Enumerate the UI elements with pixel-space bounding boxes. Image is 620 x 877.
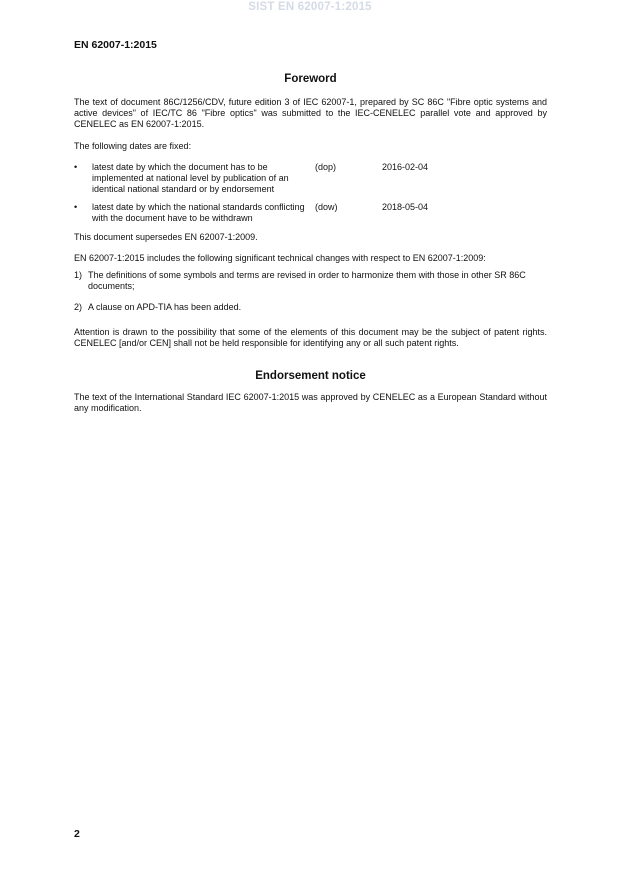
dates-list [74, 162, 547, 224]
date-value: 2018-05-04 [382, 202, 429, 212]
foreword-intro: The text of document 86C/1256/CDV, future edition 3 of IEC 62007-1, prepared by SC 86C "Fibre optic systems and active devices" of IEC/TC 86 "Fibre optics" was submitted to the IEC-CENELEC parallel vote and approved by CENELEC as EN 62007-1:2015. [74, 97, 547, 129]
supersedes-text: This document supersedes EN 62007-1:2009. [74, 232, 258, 242]
patent-attention: Attention is drawn to the possibility that some of the elements of this document may be the subject of patent rights. CENELEC [and/or CEN] shall not be held responsible for identifying any or all such patent rights. [74, 327, 547, 348]
date-row-dow [74, 202, 547, 224]
endorsement-text: The text of the International Standard IEC 62007-1:2015 was approved by CENELEC as a European Standard without any modification. [74, 392, 547, 413]
change-text: A clause on APD-TIA has been added. [88, 302, 242, 312]
endorsement-heading: Endorsement notice [255, 370, 366, 382]
bullet: • [74, 162, 78, 172]
watermark: SIST EN 62007-1:2015 [248, 1, 372, 13]
page-number: 2 [74, 828, 80, 840]
change-number: 1) [74, 270, 83, 280]
date-description: latest date by which the document has to be implemented at national level by publication of an identical national standard or by endorsement [92, 162, 289, 194]
date-abbreviation: (dow) [315, 202, 338, 212]
date-value: 2016-02-04 [382, 162, 429, 172]
date-abbreviation: (dop) [315, 162, 337, 172]
change-text: The definitions of some symbols and terms are revised in order to harmonize them with those in other SR 86C documents; [88, 270, 526, 291]
date-row-dop [74, 162, 547, 195]
main-content [74, 74, 547, 424]
change-item [74, 302, 547, 313]
document-id: EN 62007-1:2015 [74, 39, 157, 51]
change-number: 2) [74, 302, 83, 312]
changes-intro: EN 62007-1:2015 includes the following significant technical changes with respect to EN 62007-1:2009: [74, 253, 486, 263]
bullet: • [74, 202, 78, 212]
change-item [74, 270, 547, 292]
dates-intro: The following dates are fixed: [74, 141, 192, 151]
date-description: latest date by which the national standards conflicting with the document have to be withdrawn [92, 202, 305, 223]
foreword-heading: Foreword [284, 73, 337, 85]
